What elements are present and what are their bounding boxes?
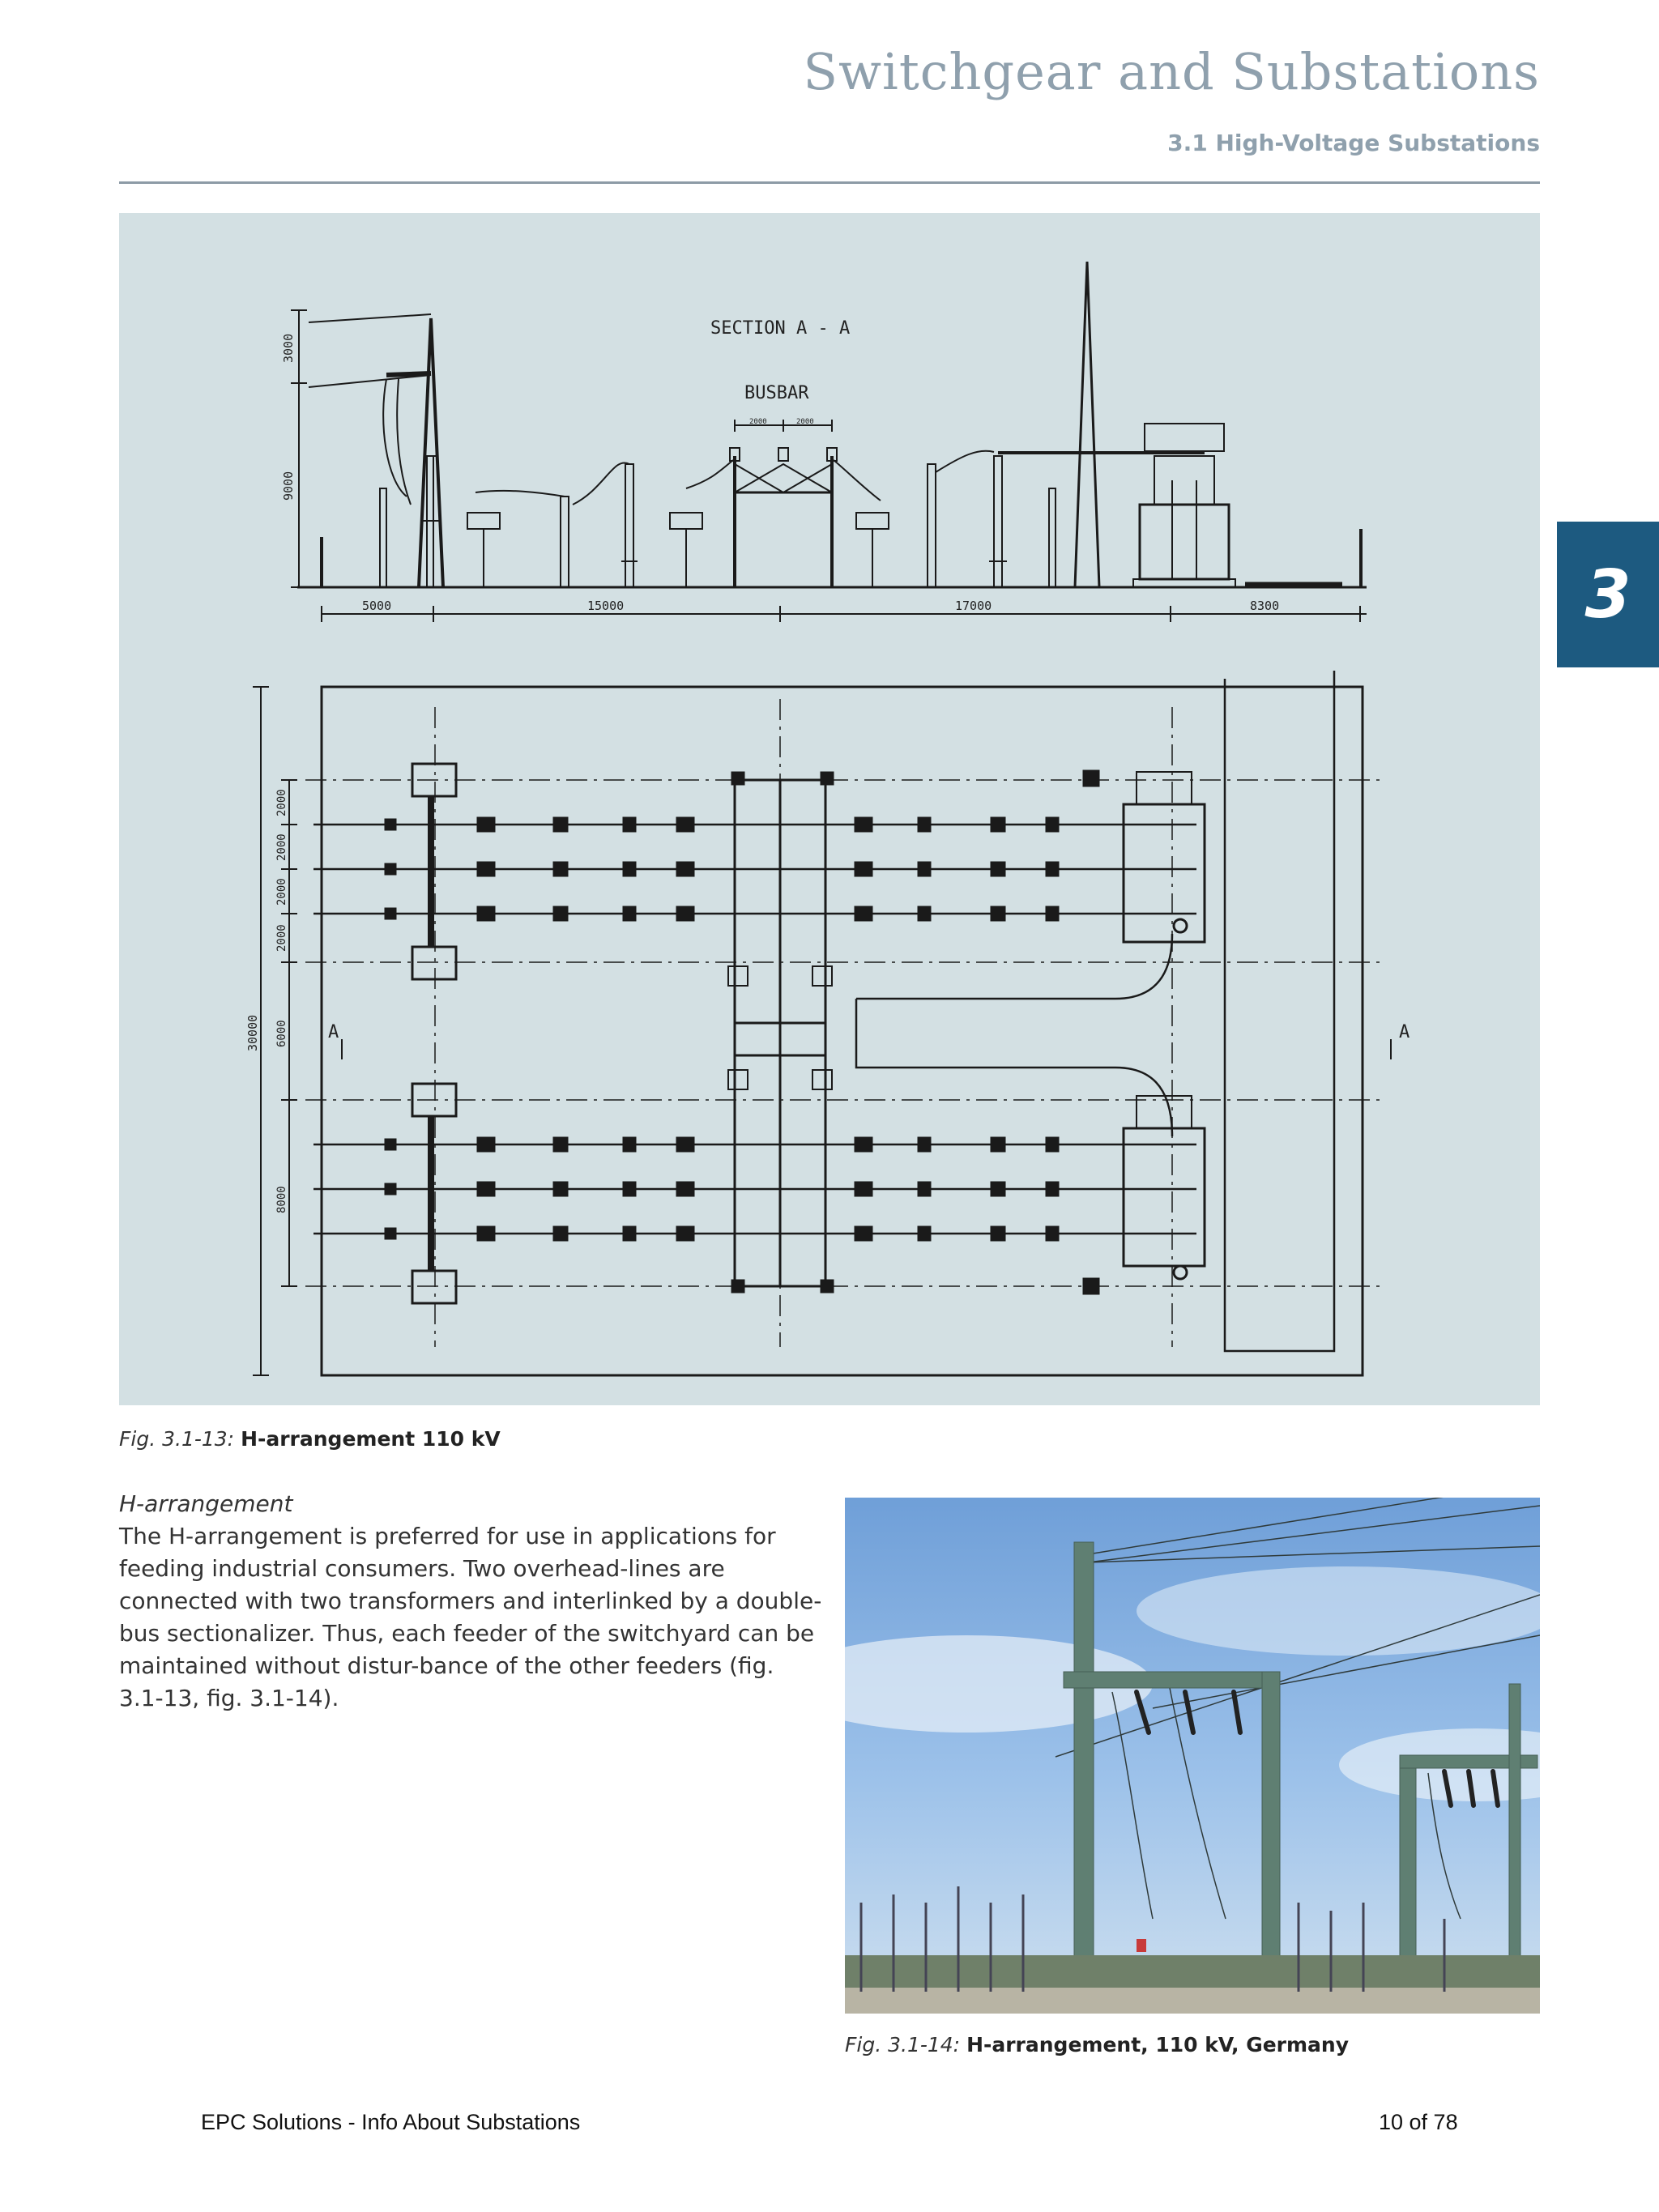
busbar-dim-2: 2000 [796,418,814,426]
lower-bay-apparatus [385,1137,1099,1294]
footer-source: EPC Solutions - Info About Substations [201,2110,581,2134]
busbar-gantry [686,420,881,587]
dim-overall-30000: 30000 [245,1014,260,1051]
line-tower-left [309,314,443,587]
cut-marker-left: A [328,1022,339,1042]
body-paragraph: The H-arrangement is preferred for use in applications for feeding industrial consumers. Two overhead-lines are connected with two transformers and interlinked by a double-bus sectionalizer. Thus, each feeder of the switchyard can be maintained without distur-bance of the other feeders (fig. 3.1-13, fig. 3.1-14). [119,1523,822,1711]
chapter-tab[interactable]: 3 [1557,522,1659,667]
section-equipment-right [856,451,1205,587]
section-heading: H-arrangement [119,1490,293,1517]
drawing-panel [119,213,1540,1405]
dim-row-2: 2000 [275,833,288,861]
transformer-section [1133,424,1235,587]
dim-row-6: 8000 [275,1186,288,1213]
section-view [291,262,1367,622]
busbar-label: BUSBAR [744,383,809,403]
plan-apparatus [385,770,1099,1294]
figure-caption-1 [119,1427,501,1451]
figure-caption-2 [845,2033,1349,2056]
cut-marker-right: A [1399,1022,1410,1042]
lightning-mast [1075,262,1099,587]
busbar-dim-1: 2000 [749,418,767,426]
figure-title-2: H-arrangement, 110 kV, Germany [966,2033,1350,2056]
dim-row-3: 2000 [275,878,288,906]
section-subtitle: 3.1 High-Voltage Substations [1167,130,1540,156]
page-number: 10 of 78 [1379,2110,1458,2134]
dim-width-15000: 15000 [587,599,625,613]
substation-drawing [119,213,1540,1405]
upper-bay-apparatus [385,770,1099,921]
substation-photo [845,1498,1540,2014]
header-divider [119,181,1540,184]
photo-illustration [845,1498,1540,2014]
dim-row-1: 2000 [275,789,288,816]
dim-height-9000: 9000 [281,471,296,501]
figure-number-2: Fig. 3.1-14: [845,2033,961,2056]
dim-width-17000: 17000 [955,599,992,613]
figure-title-1: H-arrangement 110 kV [241,1427,501,1451]
figure-number-1: Fig. 3.1-13: [119,1427,235,1451]
dim-row-5: 6000 [275,1020,288,1047]
page-title: Switchgear and Substations [803,42,1540,101]
dim-height-3000: 3000 [281,333,296,363]
dim-width-5000: 5000 [362,599,392,613]
dim-width-8300: 8300 [1250,599,1280,613]
section-label: SECTION A - A [710,318,851,339]
dim-row-4: 2000 [275,924,288,952]
